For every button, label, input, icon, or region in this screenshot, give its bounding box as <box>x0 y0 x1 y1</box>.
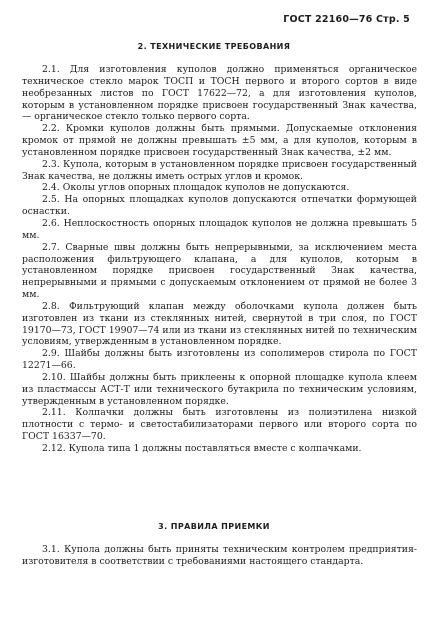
paragraph-3-1: 3.1. Купола должны быть приняты техническим контролем предприятия-изготовителя в соответствии с требованиями настоящего стандарта. <box>22 544 417 567</box>
paragraph-2-12: 2.12. Купола типа 1 должны поставляться вместе с колпачками. <box>42 443 362 454</box>
paragraph-2-7: 2.7. Сварные швы должны быть непрерывными, за исключением места расположения фильтрующего клапана, а для куполов, которым в установленном порядке присвоен государственный Знак качества, непрерывными и прямыми с допускаемым отклонением от прямой не более 3 мм. <box>22 241 417 301</box>
paragraph-2-4: 2.4. Околы углов опорных площадок куполов не допускаются. <box>42 182 350 194</box>
paragraph-2-5: 2.5. На опорных площадках куполов допускаются отпечатки формующей оснастки. <box>22 194 417 218</box>
paragraph-2-10: 2.10. Шайбы должны быть приклеены к опорной площадке купола клеем из пластмассы АСТ-Т или технического бутакрила по техническим условиям, утвержденным в установленном порядке. <box>22 371 417 407</box>
paragraph-2-6: 2.6. Неплоскостность опорных площадок куполов не должна превышать 5 мм. <box>22 217 417 241</box>
paragraph-2-1: 2.1. Для изготовления куполов должно применяться органическое техническое стекло марок ТОСП и ТОСН первого и второго сортов в виде необрезанных листов по ГОСТ 17622—72, а для изготовления куполов, которым в установленном порядке присвоен государственный Знак качества, — органическое стекло только первого сорта. <box>22 64 417 123</box>
paragraph-2-8: 2.8. Фильтрующий клапан между оболочками купола должен быть изготовлен из ткани из стеклянных нитей, свернутой в три слоя, по ГОСТ 19170—73, ГОСТ 19907—74 или из ткани из стеклянных нитей по техническим условиям, утвержденным в установленном порядке. <box>22 300 417 348</box>
running-header: ГОСТ 22160—76 Стр. 5 <box>283 14 410 25</box>
paragraph-2-9: 2.9. Шайбы должны быть изготовлены из сополимеров стирола по ГОСТ 12271—66. <box>22 348 417 372</box>
section-heading-technical-requirements: 2. ТЕХНИЧЕСКИЕ ТРЕБОВАНИЯ <box>137 42 291 51</box>
section-technical-requirements-body <box>22 64 417 455</box>
paragraph-2-3: 2.3. Купола, которым в установленном порядке присвоен государственный Знак качества, не должны иметь острых углов и кромок. <box>22 158 417 182</box>
paragraph-2-11: 2.11. Колпачки должны быть изготовлены из полиэтилена низкой плотности с термо- и светостабилизаторами первого или второго сорта по ГОСТ 16337—70. <box>22 407 417 443</box>
paragraph-2-2: 2.2. Кромки куполов должны быть прямыми. Допускаемые отклонения кромок от прямой не должны превышать ±5 мм, а для куполов, которым в установленном порядке присвоен государственный Знак качества, ±2 мм. <box>22 123 417 158</box>
section-heading-acceptance-rules: 3. ПРАВИЛА ПРИЕМКИ <box>158 522 270 531</box>
section-acceptance-rules-body <box>22 544 417 568</box>
